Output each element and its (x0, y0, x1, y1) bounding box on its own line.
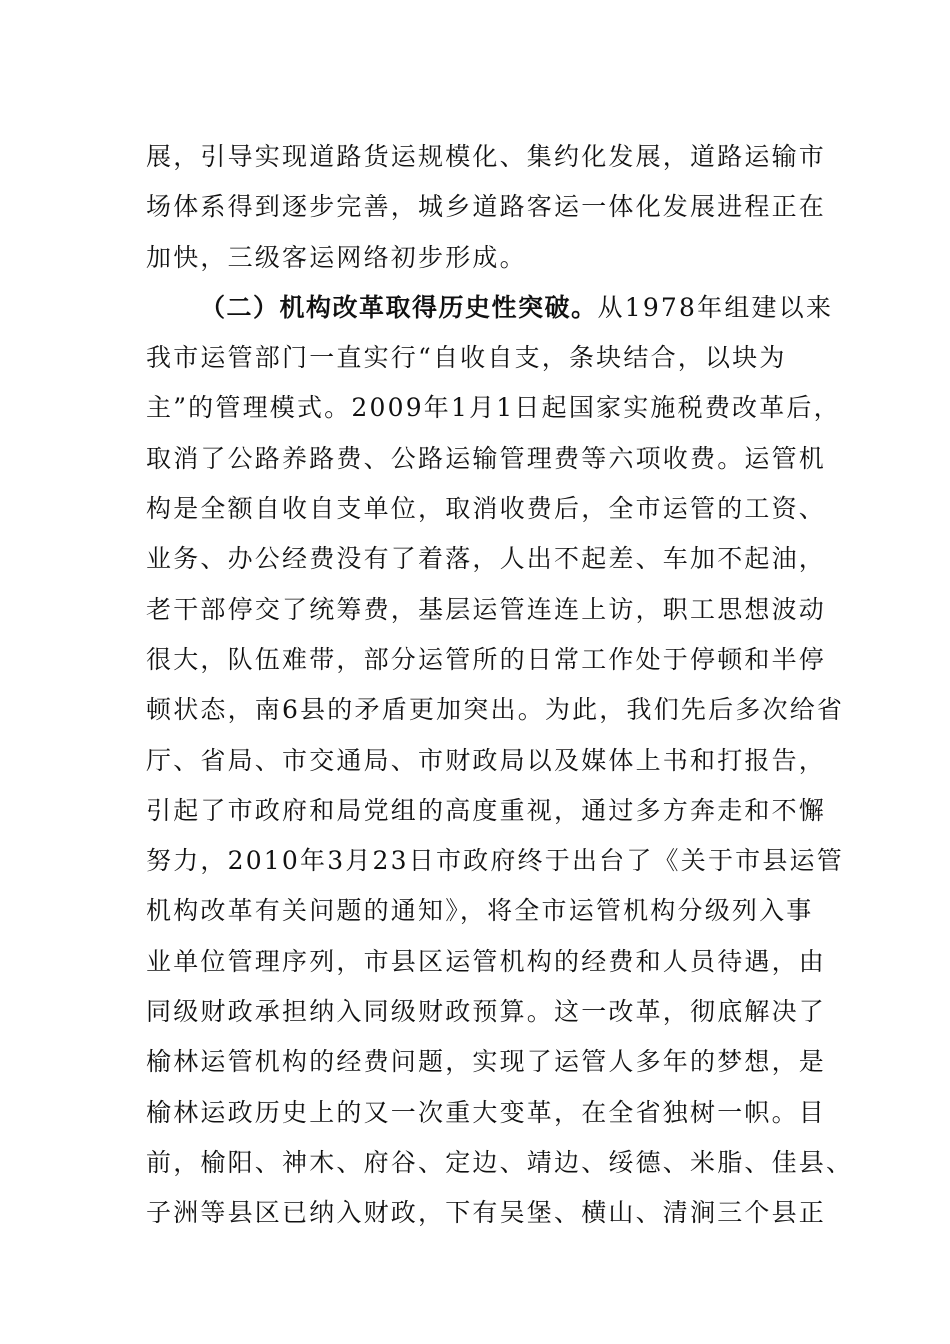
text-line-12: 顿状态，南6县的矛盾更加突出。为此，我们先后多次给省 (146, 695, 845, 725)
text-line-14: 引起了市政府和局党组的高度重视，通过多方奔走和不懈 (146, 795, 827, 825)
text-line-20: 榆林运政历史上的又一次重大变革，在全省独树一帜。目 (146, 1097, 827, 1127)
text-line-10: 老干部停交了统筹费，基层运管连连上访，职工思想波动 (146, 594, 827, 624)
section-heading: （二）机构改革取得历史性突破。 (200, 292, 598, 322)
text-line-6: 主”的管理模式。2009年1月1日起国家实施税费改革后， (146, 393, 841, 423)
text-line-19: 榆林运管机构的经费问题，实现了运管人多年的梦想，是 (146, 1047, 827, 1077)
text-line-5: 我市运管部门一直实行“自收自支，条块结合，以块为 (146, 343, 787, 373)
text-line-11: 很大，队伍难带，部分运管所的日常工作处于停顿和半停 (146, 644, 827, 674)
text-line-3: 加快，三级客运网络初步形成。 (146, 242, 527, 272)
body-text (146, 132, 854, 1239)
section-heading-tail: 从1978年组建以来 (597, 292, 834, 322)
text-line-22: 子洲等县区已纳入财政，下有吴堡、横山、清涧三个县正 (146, 1198, 827, 1228)
text-line-8: 构是全额自收自支单位，取消收费后，全市运管的工资、 (146, 494, 827, 524)
text-line-17: 业单位管理序列，市县区运管机构的经费和人员待遇，由 (146, 946, 827, 976)
text-line-15: 努力，2010年3月23日市政府终于出台了《关于市县运管 (146, 846, 844, 876)
text-line-21: 前，榆阳、神木、府谷、定边、靖边、绥德、米脂、佳县、 (146, 1147, 854, 1177)
text-line-9: 业务、办公经费没有了着落，人出不起差、车加不起油， (146, 544, 827, 574)
text-line-2: 场体系得到逐步完善，城乡道路客运一体化发展进程正在 (146, 192, 827, 222)
text-line-13: 厅、省局、市交通局、市财政局以及媒体上书和打报告， (146, 745, 827, 775)
text-line-1: 展，引导实现道路货运规模化、集约化发展，道路运输市 (146, 142, 827, 171)
section-heading-line (146, 283, 834, 333)
text-line-16: 机构改革有关问题的通知》，将全市运管机构分级列入事 (146, 896, 814, 926)
text-line-18: 同级财政承担纳入同级财政预算。这一改革，彻底解决了 (146, 997, 827, 1027)
text-line-7: 取消了公路养路费、公路运输管理费等六项收费。运管机 (146, 443, 827, 473)
